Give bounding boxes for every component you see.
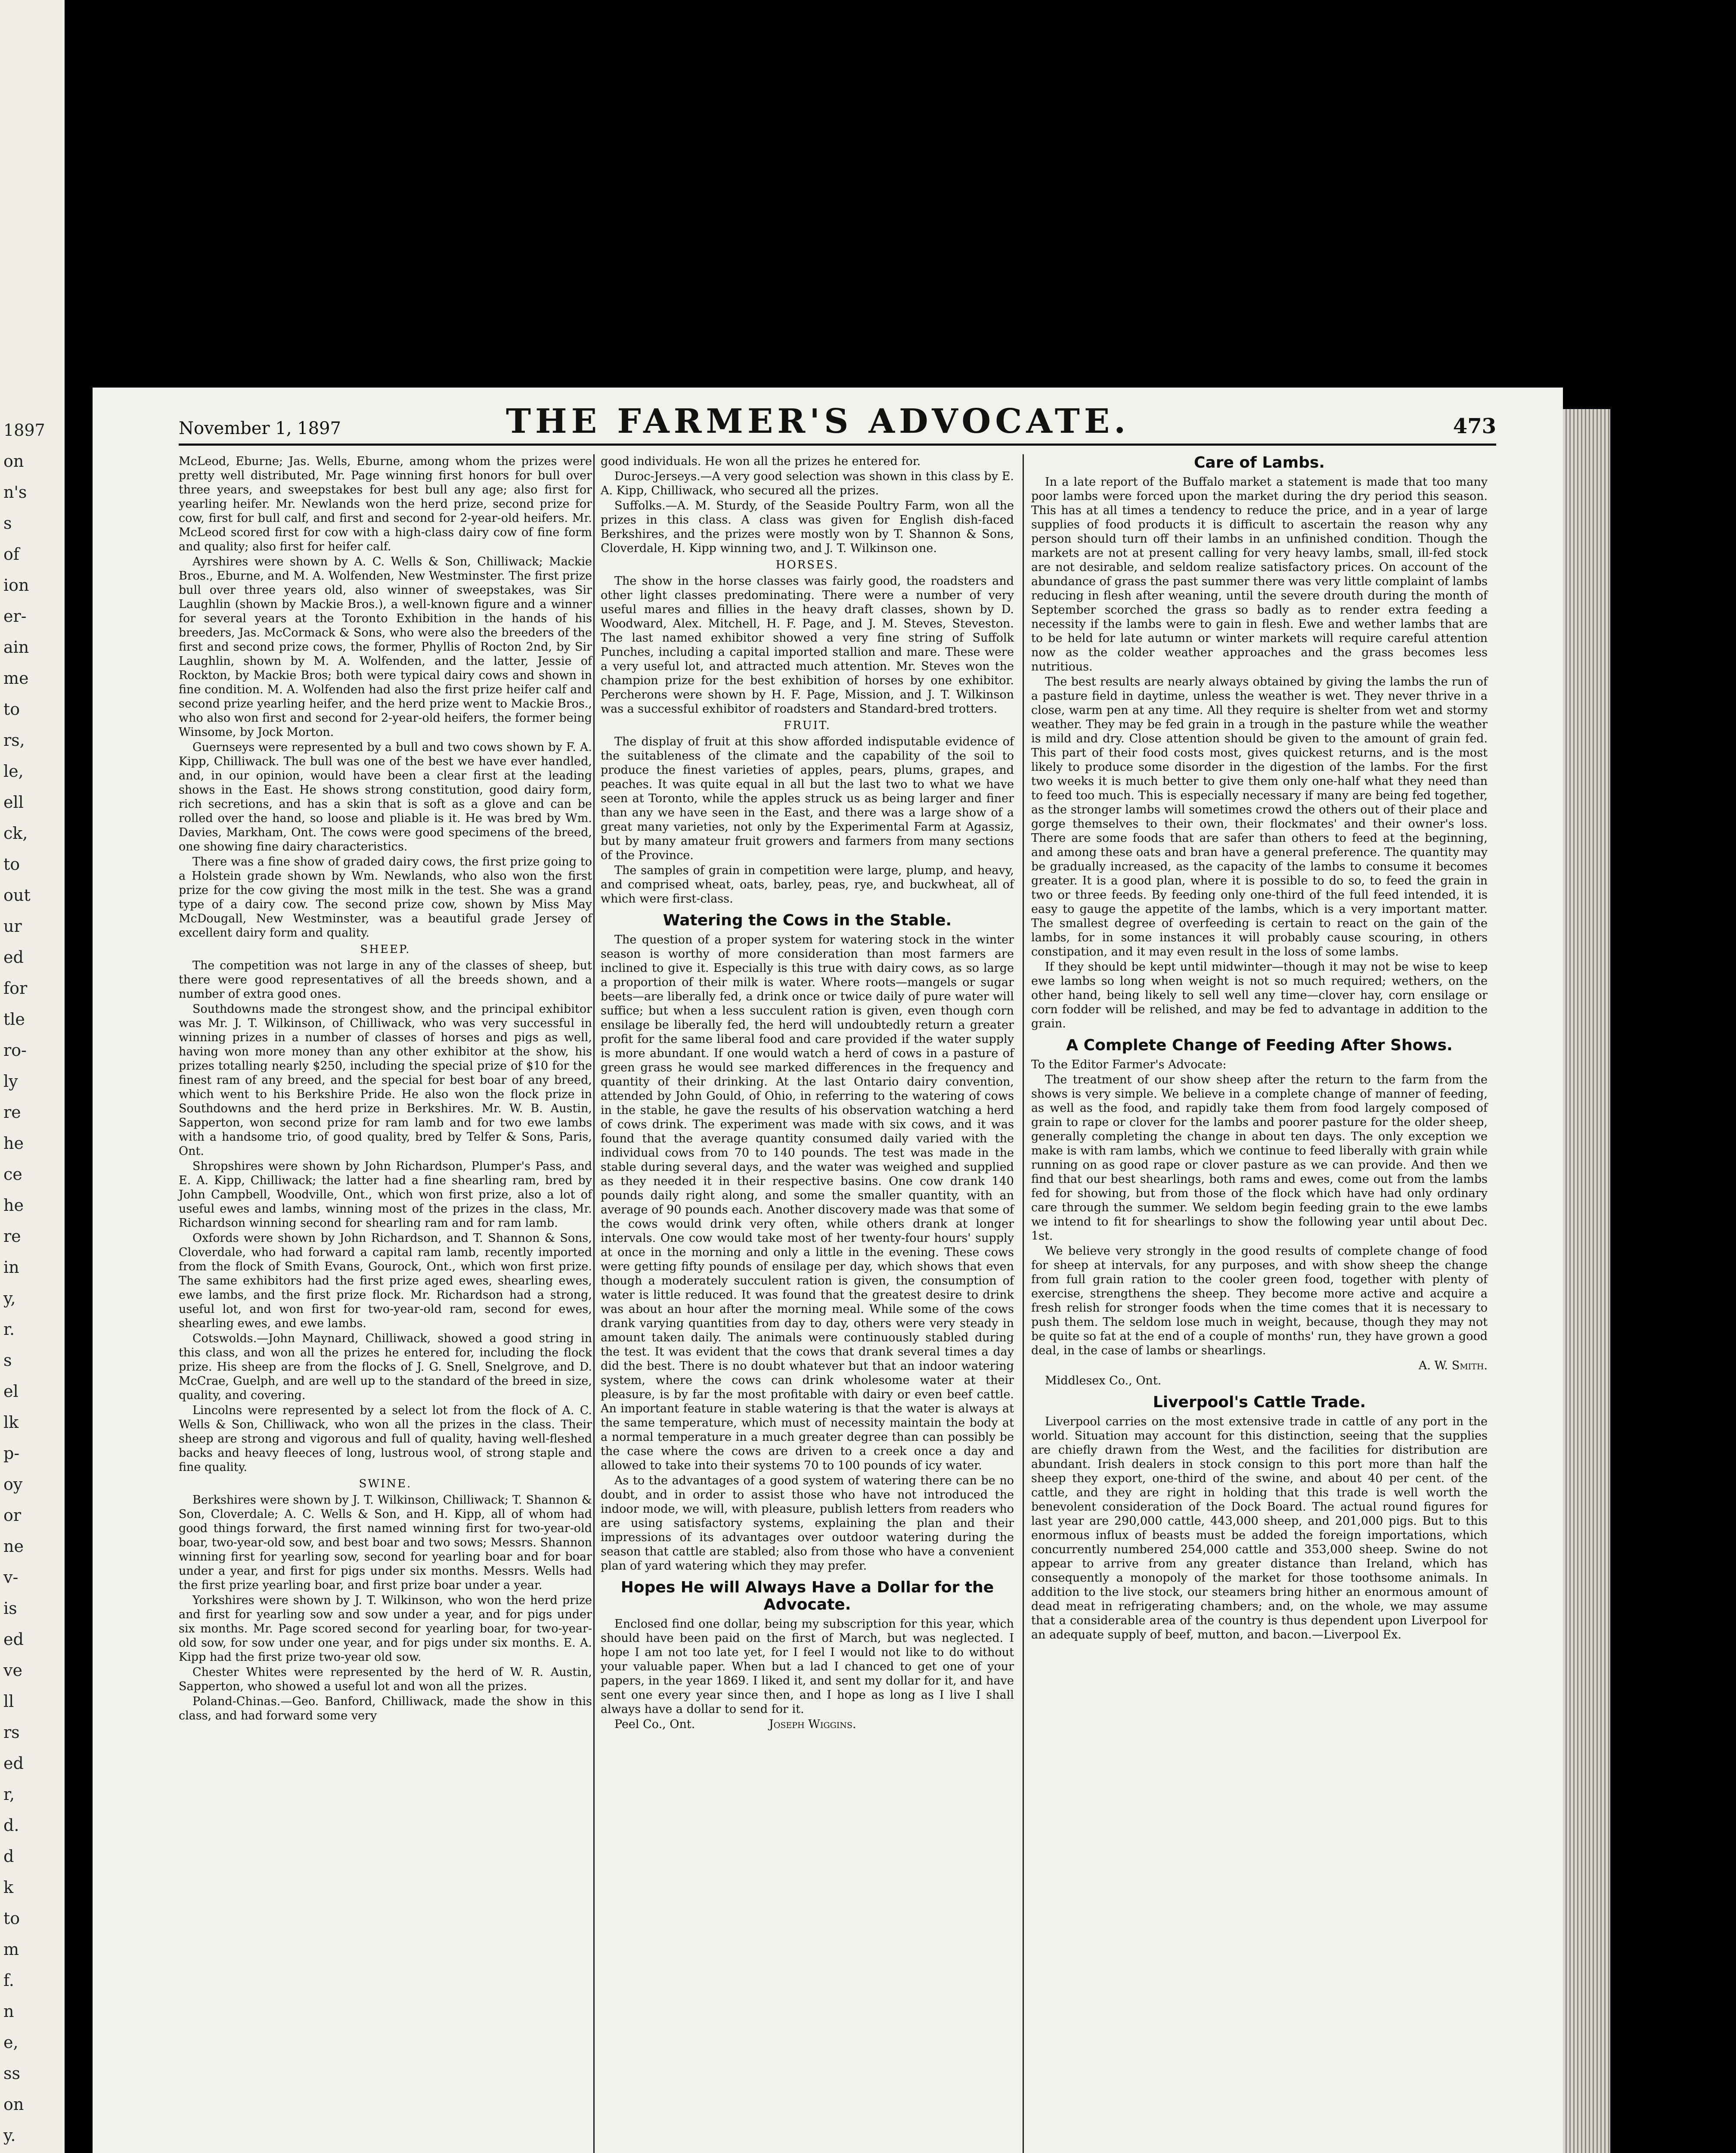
previous-page-fragment: rs bbox=[3, 1723, 20, 1742]
paragraph: Chester Whites were represented by the herd of W. R. Austin, Sapperton, who showed a useful lot and won all the prizes. bbox=[179, 1666, 592, 1693]
paragraph: Guernseys were represented by a bull and two cows shown by F. A. Kipp, Chilliwack. The bull was one of the best we have ever handled, and, in our opinion, would have been a clear first at the leading shows in the East. He shows strong constitution, good dairy form, rich secretions, and has a skin that is soft as a glove and can be rolled over the hand, so loose and pliable is it. He was bred by Wm. Davies, Markham, Ont. The cows were good specimens of the breed, one showing fine dairy characteristics. bbox=[179, 741, 592, 853]
issue-date: November 1, 1897 bbox=[179, 419, 341, 438]
previous-page-fragment: ne bbox=[3, 1537, 24, 1556]
paragraph: The competition was not large in any of the classes of sheep, but there were good representatives of all the breeds shown, and a number of extra good ones. bbox=[179, 959, 592, 1001]
column-1 bbox=[179, 454, 592, 1724]
previous-page-fragment: ro- bbox=[3, 1041, 27, 1060]
previous-page-fragment: er- bbox=[3, 607, 27, 626]
previous-page-fragment: ce bbox=[3, 1165, 22, 1184]
previous-page-fragment: oy bbox=[3, 1475, 23, 1494]
previous-page-fragment: r, bbox=[3, 1785, 15, 1804]
previous-page-fragment: for bbox=[3, 979, 28, 998]
location: Peel Co., Ont. bbox=[614, 1718, 695, 1731]
previous-page-fragment: out bbox=[3, 886, 31, 905]
previous-page-fragment: n's bbox=[3, 483, 27, 502]
paragraph: Lincolns were represented by a select lot from the flock of A. C. Wells & Son, Chilliwack, who won all the prizes in the class. Their sheep are strong and vigorous and full of quality, having well-fleshed backs and heavy fleeces of long, lustrous wool, of strong staple and fine quality. bbox=[179, 1404, 592, 1474]
previous-page-fragment: me bbox=[3, 669, 29, 688]
page-header bbox=[179, 402, 1496, 446]
previous-page-fragment: ed bbox=[3, 1630, 24, 1649]
newspaper-page bbox=[93, 388, 1563, 2153]
previous-page-fragment: y. bbox=[3, 2126, 16, 2145]
column-3 bbox=[1031, 454, 1488, 1643]
previous-page-fragment: ed bbox=[3, 1754, 24, 1773]
previous-page-fragment: ed bbox=[3, 948, 24, 967]
column-rule bbox=[593, 454, 595, 2153]
previous-page-fragment: p- bbox=[3, 1444, 20, 1463]
previous-page-fragment: ss bbox=[3, 2064, 21, 2083]
previous-page-fragment: ain bbox=[3, 638, 29, 657]
column-rule bbox=[1023, 454, 1024, 2153]
paragraph: Liverpool carries on the most extensive trade in cattle of any port in the world. Situation may account for this distinction, seeing that the supplies are chiefly drawn from the West, and the facilities for distribution are abundant. Irish dealers in stock consign to this port more than half the sheep they export, one-third of the swine, and about 40 per cent. of the cattle, and they are right in holding that this trade is well worth the benevolent consideration of the Dock Board. The actual round figures for last year are 290,000 cattle, 443,000 sheep, and 201,000 pigs. But to this enormous influx of beasts must be added the foreign importations, which concurrently numbered 254,000 cattle and 353,000 sheep. Swine do not appear to arrive from any greater distance than Ireland, which has consequently a monopoly of the market for those toothsome animals. In addition to the live stock, our steamers bring hither an enormous amount of dead meat in refrigerating chambers; and, on the whole, we may assume that a considerable area of the country is thus dependent upon Liverpool for an adequate supply of beef, mutton, and bacon.—Liverpool Ex. bbox=[1031, 1415, 1488, 1641]
previous-page-fragment: r. bbox=[3, 1320, 15, 1339]
previous-page-fragment: to bbox=[3, 700, 20, 719]
page-stack-edge bbox=[1563, 409, 1610, 2153]
salutation: To the Editor Farmer's Advocate: bbox=[1031, 1058, 1227, 1071]
previous-page-fragment: rs, bbox=[3, 731, 25, 750]
previous-page-edge bbox=[0, 0, 65, 2153]
signature: A. W. Smith. bbox=[1418, 1359, 1488, 1372]
article-title-hopes: Hopes He will Always Have a Dollar for the Advocate. bbox=[620, 1579, 994, 1613]
paragraph: Berkshires were shown by J. T. Wilkinson, Chilliwack; T. Shannon & Son, Cloverdale; A. C. Wells & Son, and H. Kipp, all of whom had good things forward, the first named winning first for two-year-old boar, two-year-old sow, and best boar and two sows; Messrs. Shannon winning first for yearling sow, second for yearling boar and for boar under a year, and first for pigs under six months. Messrs. Wells had the first prize yearling boar, and first prize boar under a year. bbox=[179, 1493, 592, 1592]
previous-page-fragment: e, bbox=[3, 2033, 19, 2052]
previous-page-fragment: re bbox=[3, 1227, 21, 1246]
paragraph: The show in the horse classes was fairly good, the roadsters and other light classes predominating. There were a number of very useful mares and fillies in the heavy draft classes, shown by D. Woodward, Alex. Mitchell, H. F. Page, and J. M. Steves, Steveston. The last named exhibitor showed a very fine string of Suffolk Punches, including a capital imported stallion and mare. These were a very useful lot, and attracted much attention. Mr. Steves won the champion prize for the best exhibition of horses by one exhibitor. Percherons were shown by H. F. Page, Mission, and J. T. Wilkinson was a successful exhibitor of roadsters and Standard-bred trotters. bbox=[601, 574, 1014, 716]
paragraph: Shropshires were shown by John Richardson, Plumper's Pass, and E. A. Kipp, Chilliwack; the latter had a fine shearling ram, bred by John Campbell, Woodville, Ont., which won first prize, also a lot of useful ewes and lambs, winning most of the prizes in the class, Mr. Richardson winning second for shearling ram and for ram lamb. bbox=[179, 1160, 592, 1230]
previous-page-fragment: y, bbox=[3, 1289, 16, 1308]
previous-page-fragment: to bbox=[3, 855, 20, 874]
previous-page-fragment: tle bbox=[3, 1010, 25, 1029]
previous-page-fragment: is bbox=[3, 1599, 17, 1618]
previous-page-fragment: ur bbox=[3, 917, 22, 936]
previous-page-fragment: on bbox=[3, 2095, 24, 2114]
paragraph: There was a fine show of graded dairy cows, the first prize going to a Holstein grade shown by Wm. Newlands, who also won the first prize for the cow giving the most milk in the test. She was a grand type of a dairy cow. The second prize cow, shown by Miss May McDougall, New Westminster, was a beautiful grade Jersey of excellent dairy form and quality. bbox=[179, 855, 592, 940]
masthead-title: THE FARMER'S ADVOCATE. bbox=[506, 402, 1130, 441]
paragraph: If they should be kept until midwinter—though it may not be wise to keep ewe lambs so long when weight is not so much required; wethers, on the other hand, being likely to sell well any time—clover hay, corn ensilage or corn fodder will be relished, and may be fed to advantage in addition to the grain. bbox=[1031, 960, 1488, 1030]
paragraph: In a late report of the Buffalo market a statement is made that too many poor lambs were forced upon the market during the dry period this season. This has at all times a tendency to reduce the price, and in a year of large supplies of food products it is difficult to ascertain the reason why any person should turn off their lambs in an unfinished condition. Though the markets are not at present calling for very heavy lambs, small, ill-fed stock are not desirable, and seldom realize satisfactory prices. On account of the abundance of grass the past summer there was very little complaint of lambs reducing in flesh after weaning, until the severe drouth during the month of September scorched the grass so badly as to render extra feeding a necessity if the lambs were to gain in flesh. Ewe and wether lambs that are to be held for late autumn or winter markets will require careful attention now as the colder weather approaches and the grass becomes less nutritious. bbox=[1031, 475, 1488, 673]
previous-page-fragment: k bbox=[3, 1878, 14, 1897]
previous-page-fragment: v- bbox=[3, 1568, 19, 1587]
previous-page-fragment: of bbox=[3, 545, 19, 564]
previous-page-fragment: f. bbox=[3, 1971, 14, 1990]
previous-page-fragment: lk bbox=[3, 1413, 19, 1432]
article-title-liverpool: Liverpool's Cattle Trade. bbox=[1153, 1393, 1366, 1411]
previous-page-fragment: ion bbox=[3, 576, 29, 595]
previous-page-fragment: on bbox=[3, 452, 24, 471]
previous-page-fragment: in bbox=[3, 1258, 19, 1277]
previous-page-fragment: or bbox=[3, 1506, 22, 1525]
dateline bbox=[601, 1717, 1014, 1731]
section-heading-sheep: SHEEP. bbox=[360, 943, 411, 956]
article-title-care-of-lambs: Care of Lambs. bbox=[1194, 454, 1325, 472]
previous-page-fragment: ly bbox=[3, 1072, 18, 1091]
previous-page-fragment: s bbox=[3, 1351, 12, 1370]
previous-page-fragment: ve bbox=[3, 1661, 22, 1680]
paragraph: Oxfords were shown by John Richardson, and T. Shannon & Sons, Cloverdale, who had forward a capital ram lamb, recently imported from the flock of Smith Evans, Gourock, Ont., which won first prize. The same exhibitors had the first prize aged ewes, shearling ewes, ewe lambs, and the first prize flock. Mr. Richardson had a strong, useful lot, and won first for two-year-old ram, second for ewes, shearling ewes, and ewe lambs. bbox=[179, 1232, 592, 1330]
paragraph: Cotswolds.—John Maynard, Chilliwack, showed a good string in this class, and won all the prizes he entered for, including the flock prize. His sheep are from the flocks of J. G. Snell, Snelgrove, and D. McCrae, Guelph, and are well up to the standard of the breed in size, quality, and covering. bbox=[179, 1332, 592, 1402]
previous-page-fragment: he bbox=[3, 1134, 24, 1153]
paragraph: Duroc-Jerseys.—A very good selection was shown in this class by E. A. Kipp, Chilliwack, who secured all the prizes. bbox=[601, 470, 1014, 497]
paragraph: Enclosed find one dollar, being my subscription for this year, which should have been paid on the first of March, but was neglected. I hope I am not too late yet, for I feel I would not like to do without your valuable paper. When but a lad I chanced to get one of your papers, in the year 1869. I liked it, and sent my dollar for it, and have sent one every year since then, and I hope as long as I live I shall always have a dollar to send for it. bbox=[601, 1617, 1014, 1716]
previous-page-fragment: m bbox=[3, 1940, 19, 1959]
previous-page-fragment: el bbox=[3, 1382, 19, 1401]
author: Joseph Wiggins. bbox=[769, 1718, 856, 1731]
paragraph: Suffolks.—A. M. Sturdy, of the Seaside Poultry Farm, won all the prizes in this class. A class was given for English dish-faced Berkshires, and the prizes were mostly won by T. Shannon & Sons, Cloverdale, H. Kipp winning two, and J. T. Wilkinson one. bbox=[601, 499, 1014, 555]
paragraph: good individuals. He won all the prizes he entered for. bbox=[601, 455, 921, 468]
previous-page-fragment: n bbox=[3, 2002, 14, 2021]
article-title-feeding-after-shows: A Complete Change of Feeding After Shows. bbox=[1066, 1036, 1453, 1054]
previous-page-fragment: 1897 bbox=[3, 421, 45, 440]
paragraph: The treatment of our show sheep after the return to the farm from the shows is very simple. We believe in a complete change of manner of feeding, as well as the food, and rapidly take them from food largely composed of grain to rape or clover for the lambs and poorer pasture for the older sheep, generally completing the change in about ten days. The only exception we make is with ram lambs, which we continue to feed liberally with grain while running on as good rape or clover pasture as we can provide. And then we find that our best shearlings, both rams and ewes, come out from the lambs fed for showing, but from those of the flock which have had only ordinary care through the summer. We seldom begin feeding grain to the ewe lambs we intend to fit for shearlings to show the following year until about Dec. 1st. bbox=[1031, 1073, 1488, 1243]
paragraph: Southdowns made the strongest show, and the principal exhibitor was Mr. J. T. Wilkinson, of Chilliwack, who was very successful in winning prizes in a number of classes of horses and pigs as well, having won more money than any other exhibitor at the show, his prizes totalling nearly $250, including the special prize of $10 for the finest ram of any breed, and the special for best boar of any breed, which went to his Berkshire Pride. He also won the flock prize in Southdowns and the herd prize in Berkshires. Mr. W. B. Austin, Sapperton, won second prize for ram lamb and for two ewe lambs with a handsome trio, of good quality, bred by Telfer & Sons, Paris, Ont. bbox=[179, 1002, 592, 1158]
paragraph: The samples of grain in competition were large, plump, and heavy, and comprised wheat, oats, barley, peas, rye, and buckwheat, all of which were first-class. bbox=[601, 864, 1014, 906]
column-2 bbox=[601, 454, 1014, 1732]
previous-page-fragment: le, bbox=[3, 762, 24, 781]
paragraph: As to the advantages of a good system of watering there can be no doubt, and in order to assist those who have not introduced the indoor mode, we will, with pleasure, publish letters from readers who are using satisfactory systems, explaining the plan and their impressions of its advantages over outdoor watering during the season that cattle are stabled; also from those who have a convenient plan of yard watering which they may prefer. bbox=[601, 1474, 1014, 1573]
article-title-watering: Watering the Cows in the Stable. bbox=[663, 912, 952, 929]
previous-page-fragment: re bbox=[3, 1103, 21, 1122]
paragraph: McLeod, Eburne; Jas. Wells, Eburne, among whom the prizes were pretty well distributed, Mr. Page winning first honors for bull over three years, and sweepstakes for best bull any age; also first for yearling heifer. Mr. Newlands won the herd prize, second prize for cow, first for bull calf, and first and second for 2-year-old heifers. Mr. McLeod scored first for cow with a high-class dairy cow of fine form and quality; also first for heifer calf. bbox=[179, 455, 592, 553]
paragraph: Yorkshires were shown by J. T. Wilkinson, who won the herd prize and first for yearling sow and sow under a year, and for pigs under six months. Mr. Page scored second for yearling boar, for two-year-old sow, for sow under one year, and for pigs under six months. E. A. Kipp had the first prize two-year old sow. bbox=[179, 1594, 592, 1664]
previous-page-fragment: d. bbox=[3, 1816, 19, 1835]
previous-page-fragment: to bbox=[3, 1909, 20, 1928]
location: Middlesex Co., Ont. bbox=[1045, 1374, 1162, 1387]
previous-page-fragment: s bbox=[3, 514, 12, 533]
section-heading-swine: SWINE. bbox=[359, 1477, 412, 1490]
previous-page-fragment: ell bbox=[3, 793, 24, 812]
paragraph: The question of a proper system for watering stock in the winter season is worthy of more consideration than most farmers are inclined to give it. Especially is this true with dairy cows, as so large a proportion of their milk is water. Where roots—mangels or sugar beets—are liberally fed, a drink once or twice daily of pure water will suffice; but when a less succulent ration is given, even though corn ensilage be liberally fed, the herd will undoubtedly return a greater profit for the same liberal food and care provided if the water supply is more abundant. If one would watch a herd of cows in a pasture of green grass he would see marked differences in the frequency and quantity of their drinking. At the last Ontario dairy convention, attended by John Gould, of Ohio, in referring to the watering of cows in the stable, he gave the results of his observation watching a herd of cows drink. The experiment was made with six cows, and it was found that the average quantity consumed daily varied with the individual cows from 70 to 140 pounds. The test was made in the stable during several days, and the water was weighed and supplied as they needed it in their respective basins. One cow drank 140 pounds daily right along, and some the smaller quantity, with an average of 90 pounds each. Another discovery made was that some of the cows would drink very often, while others drank at longer intervals. One cow would take most of her twenty-four hours' supply at once in the morning and only a little in the evening. These cows were getting fifty pounds of ensilage per day, which shows that even though a moderately succulent ration is given, the consumption of water is little reduced. It was found that the greatest desire to drink was about an hour after the morning meal. While some of the cows drank varying quantities from day to day, others were very steady in amount taken daily. The animals were continuously stabled during the test. It was evident that the cows that drank several times a day did the best. There is no doubt whatever but that an indoor watering system, where the cows can drink wholesome water at their pleasure, is by far the most profitable with dairy or even beef cattle. An important feature in stable watering is that the water is always at the same temperature, which must of necessity maintain the body at a normal temperature in a much greater degree than can possibly be the case where the cows are driven to a creek once a day and allowed to take into their systems 70 to 100 pounds of icy water. bbox=[601, 933, 1014, 1472]
previous-page-fragment: ll bbox=[3, 1692, 14, 1711]
page-number: 473 bbox=[1453, 414, 1496, 438]
paragraph: We believe very strongly in the good results of complete change of food for sheep at intervals, for any purposes, and with show sheep the change from full grain ration to the cooler green food, together with plenty of exercise, strengthens the sheep. They become more active and acquire a fresh relish for stronger foods when the time comes that it is necessary to push them. The seldom lose much in weight, because, though they may not be quite so fat at the end of a couple of months' run, they have grown a good deal, in the case of lambs or shearlings. bbox=[1031, 1244, 1488, 1357]
section-heading-horses: HORSES. bbox=[775, 558, 839, 571]
paragraph: The display of fruit at this show afforded indisputable evidence of the suitableness of the climate and the capability of the soil to produce the finest varieties of apples, pears, plums, grapes, and peaches. It was quite equal in all but the last two to what we have seen at Toronto, while the apples struck us as being larger and finer than any we have seen in the East, and there was a large show of a great many varieties, not only by the Experimental Farm at Agassiz, but by many amateur fruit growers and farmers from many sections of the Province. bbox=[601, 735, 1014, 862]
previous-page-fragment: ck, bbox=[3, 824, 28, 843]
previous-page-fragment: d bbox=[3, 1847, 14, 1866]
paragraph: The best results are nearly always obtained by giving the lambs the run of a pasture field in daytime, unless the weather is wet. They never thrive in a close, warm pen at any time. All they require is shelter from wet and stormy weather. They may be fed grain in a trough in the pasture while the weather is mild and dry. Close attention should be given to the amount of grain fed. This part of their food costs most, gives quickest returns, and is the most likely to produce some disorder in the digestion of the lambs. For the first two weeks it is much better to give them only one-half what they need than to feed too much. This is especially necessary if many are being fed together, as the stronger lambs will sometimes crowd the others out of their place and gorge themselves to their own, their flockmates' and their owner's loss. There are some foods that are safer than others to feed at the beginning, and among these oats and bran have a general preference. The quantity may be gradually increased, as the capacity of the lambs to consume it becomes greater. It is a good plan, where it is possible to do so, to feed the grain in two or three feeds. By feeding only one-third of the full feed intended, it is easy to gauge the appetite of the lambs, which is a very important matter. The smallest degree of overfeeding is certain to react on the gain of the lambs, for in some instances it will probably cause scouring, in others constipation, and it may even result in the loss of some lambs. bbox=[1031, 675, 1488, 959]
paragraph: Poland-Chinas.—Geo. Banford, Chilliwack, made the show in this class, and had forward some very bbox=[179, 1695, 592, 1722]
previous-page-fragment: he bbox=[3, 1196, 24, 1215]
paragraph: Ayrshires were shown by A. C. Wells & Son, Chilliwack; Mackie Bros., Eburne, and M. A. Wolfenden, New Westminster. The first prize bull over three years old, also winner of sweepstakes, was Sir Laughlin (shown by Mackie Bros.), a well-known figure and a winner for several years at the Toronto Exhibition in the hands of his breeders, Jas. McCormack & Sons, who were also the breeders of the first and second prize cows, the former, Phyllis of Rocton 2nd, by Sir Laughlin, shown by M. A. Wolfenden, and the latter, Jessie of Rockton, by Mackie Bros; both were typical dairy cows and shown in fine condition. M. A. Wolfenden had also the first prize heifer calf and second prize yearling heifer, and the herd prize went to Mackie Bros., who also won first and second for 2-year-old heifers, the former being Winsome, by Jock Morton. bbox=[179, 555, 592, 739]
section-heading-fruit: FRUIT. bbox=[784, 719, 831, 732]
